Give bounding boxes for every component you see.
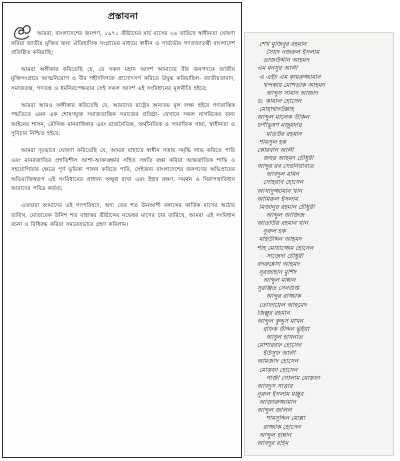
preamble-paragraph: আমরা অঙ্গীকার করিতেছি যে, যে সকল মহান আদর্শ আমাদের বীর জনগণকে জাতীয় মুক্তিসংগ্রামে আত্মনিয়োগ ও বীর শহীদদিগকে প্রাণোৎসর্গ করিতে উদ্বুদ্ধ করিয়াছিল- জাতীয়তাবাদ, সমাজতন্ত্র, গণতন্ত্র ও ধর্মনিরপেক্ষতার সেই সকল আদর্শ এই সংবিধানের মূলনীতি হইবে; [11, 66, 235, 92]
signature-line: আব্দুর রব সেরনিয়াবাত [257, 163, 314, 171]
signature-line: মতিউর রহমান [266, 130, 302, 138]
signature-line: আব্দুস সামাদ আজাদ [266, 89, 318, 97]
signature-line: এ এইচ এম কামরুজ্জামান [259, 73, 321, 81]
ornament-icon [11, 21, 33, 43]
signature-line: জিল্লুর রহমান [257, 309, 290, 317]
signature-line: আবদুল মমিন [266, 171, 299, 179]
signature-line: আব্দুল কুদ্দুস মাখন [257, 317, 304, 325]
signature-line: সোহরাব হোসেন [263, 179, 304, 187]
signature-line: আবুল হাসনাত [266, 334, 303, 342]
signature-line: শামসুদ্দিন মোল্লা [266, 415, 305, 423]
signature-line: নুরুল হক [263, 228, 286, 236]
signature-line: খন্দকার মোশতাক আহমদ [263, 81, 325, 89]
signature-line: সৈয়দ নজরুল ইসলাম [266, 49, 320, 57]
signature-line: বদরুন্নেসা আহমদ [257, 260, 300, 268]
signature-line: আব্দুল মান্নান [263, 277, 296, 285]
signature-line: আবদুস সাত্তার [257, 382, 293, 390]
signature-line: আমজাদ হোসেন [257, 358, 299, 366]
signature-line: ফণীভূষণ মজুমদার [257, 122, 302, 130]
signature-line: আতাউর রহমান খান [257, 220, 308, 228]
signature-line: রফিক উদ্দিন ভূঁইয়া [263, 325, 310, 333]
preamble-paragraph: আমরা আরও অঙ্গীকার করিতেছি যে, আমাদের রাষ্ট্রের অন্যতম মূল লক্ষ্য হইবে গণতান্ত্রিক পদ্ধতিতে এমন এক শোষণমুক্ত সমাজতান্ত্রিক সমাজের প্রতিষ্ঠা- যেখানে সকল নাগরিকের জন্য আইনের শাসন, মৌলিক মানবাধিকার এবং রাজনৈতিক, অর্থনৈতিক ও সামাজিক সাম্য, স্বাধীনতা ও সুবিচার নিশ্চিত হইবে; [11, 102, 235, 138]
signature-line: শেখ মুজিবুর রহমান [259, 41, 307, 48]
signature-line: সুরঞ্জিত সেনগুপ্ত [257, 285, 300, 293]
signature-line: জহুর আহমদ চৌধুরী [263, 154, 314, 162]
signature-line: শাহ মোয়াজ্জেম হোসেন [257, 244, 314, 252]
signature-line: তোফায়েল আহমেদ [259, 301, 307, 309]
signature-line: আক্তারুজ্জামান [259, 399, 296, 407]
signature-line: আমিরুল ইসলাম [257, 195, 298, 203]
signature-sheet [244, 32, 394, 456]
signature-line: নূরজাহান মুর্শিদ [259, 268, 297, 276]
signature-line: মোস্তফা হোসেন [259, 366, 298, 374]
signature-line: মিজানুর রহমান চৌধুরী [259, 203, 315, 211]
signature-line: আব্দুল আজিজ [266, 211, 305, 219]
signature-line: আব্দুল মালেক উকিল [257, 114, 310, 122]
preamble-panel [2, 2, 242, 458]
signature-line: ইউসুফ আলী [263, 350, 296, 358]
signature-line: আব্দুল জলিল [257, 407, 292, 415]
signature-line: মহিউদ্দিন আহমদ [259, 236, 302, 244]
signature-line: মোহাম্মদউল্লাহ [259, 106, 294, 114]
preamble-paragraph: এতদ্বারা আমাদের এই গণপরিষদে, অদ্য তের শত ঊনআশী বঙ্গাব্দের কার্তিক মাসের আঠার তারিখ, মোতাবেক উনিশ শত বাহাত্তর খ্রীষ্টাব্দের নভেম্বর মাসের চার তারিখে, আমরা এই সংবিধান রচনা ও বিধিবদ্ধ করিয়া সমবেতভাবে গ্রহণ করিলাম। [11, 202, 235, 229]
signature-line: আব্দুল হান্নান [259, 431, 292, 439]
signature-line: কোরবান আলী [257, 146, 294, 154]
signature-line: আবদুর রহিম [257, 439, 289, 447]
signature-line: গাজী গোলাম মোস্তফা [266, 374, 320, 382]
signature-line: রাজ্জাক হোসেন [263, 423, 301, 431]
signature-line: আব্দুর রাজ্জাক [266, 293, 301, 301]
signature-line: এম মনসুর আলী [257, 65, 298, 73]
preamble-paragraph: আমরা দৃঢ়ভাবে ঘোষণা করিতেছি যে, আমরা যাহাতে স্বাধীন সত্তায় সমৃদ্ধি লাভ করিতে পারি এবং মানবজাতির প্রগতিশীল আশা-আকাঙ্ক্ষার সহিত সঙ্গতি রক্ষা করিয়া আন্তর্জাতিক শান্তি ও সহযোগিতার ক্ষেত্রে পূর্ণ ভূমিকা পালন করিতে পারি, সেইজন্য বাংলাদেশের জনগণের অভিপ্রায়ের অভিব্যক্তিস্বরূপ এই সংবিধানের প্রাধান্য অক্ষুণ্ণ রাখা এবং ইহার রক্ষণ, সমর্থন ও নিরাপত্তাবিধান আমাদের পবিত্র কর্তব্য; [11, 147, 235, 193]
preamble-title: প্রস্তাবনা [108, 12, 138, 22]
preamble-paragraph: আমরা, বাংলাদেশের জনগণ, ১৯৭১ খ্রীষ্টাব্দের মার্চ মাসের ২৬ তারিখে স্বাধীনতা ঘোষণা করিয়া জাতীয় মুক্তির জন্য ঐতিহাসিক সংগ্রামের মাধ্যমে স্বাধীন ও সার্বভৌম গণপ্রজাতন্ত্রী বাংলাদেশ প্রতিষ্ঠিত করিয়াছি; [11, 31, 235, 57]
signature-line: মোশাররফ হোসেন [257, 342, 302, 350]
signature-line: তাজউদ্দীন আহমদ [263, 57, 309, 65]
signature-line: ড. কামাল হোসেন [257, 97, 302, 105]
signature-line: শামসুল হক [259, 138, 287, 146]
signature-line: সাজেদা চৌধুরী [266, 252, 304, 260]
signature-line: আসাদুজ্জামান খান [257, 187, 303, 195]
signature-line: নুরুল ইসলাম মঞ্জুর [257, 391, 304, 399]
